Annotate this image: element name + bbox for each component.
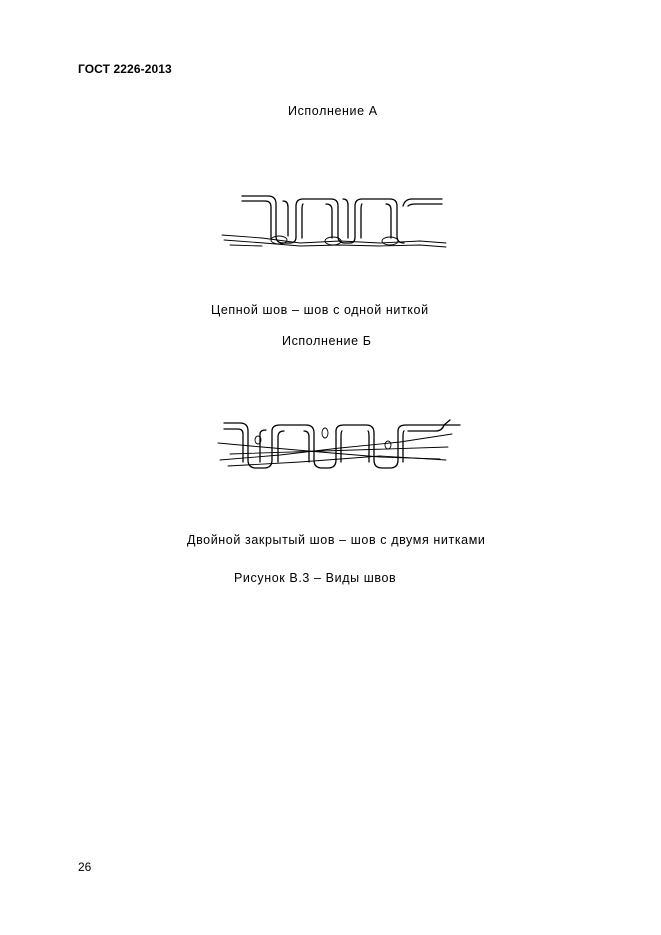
figure-caption: Рисунок В.3 – Виды швов bbox=[234, 571, 397, 585]
caption-a: Цепной шов – шов с одной ниткой bbox=[211, 303, 429, 317]
document-code: ГОСТ 2226-2013 bbox=[78, 62, 172, 76]
caption-b: Двойной закрытый шов – шов с двумя нитками bbox=[187, 533, 486, 547]
variant-b-title: Исполнение Б bbox=[282, 334, 372, 348]
variant-a-title: Исполнение А bbox=[288, 104, 378, 118]
page-number: 26 bbox=[78, 860, 92, 874]
